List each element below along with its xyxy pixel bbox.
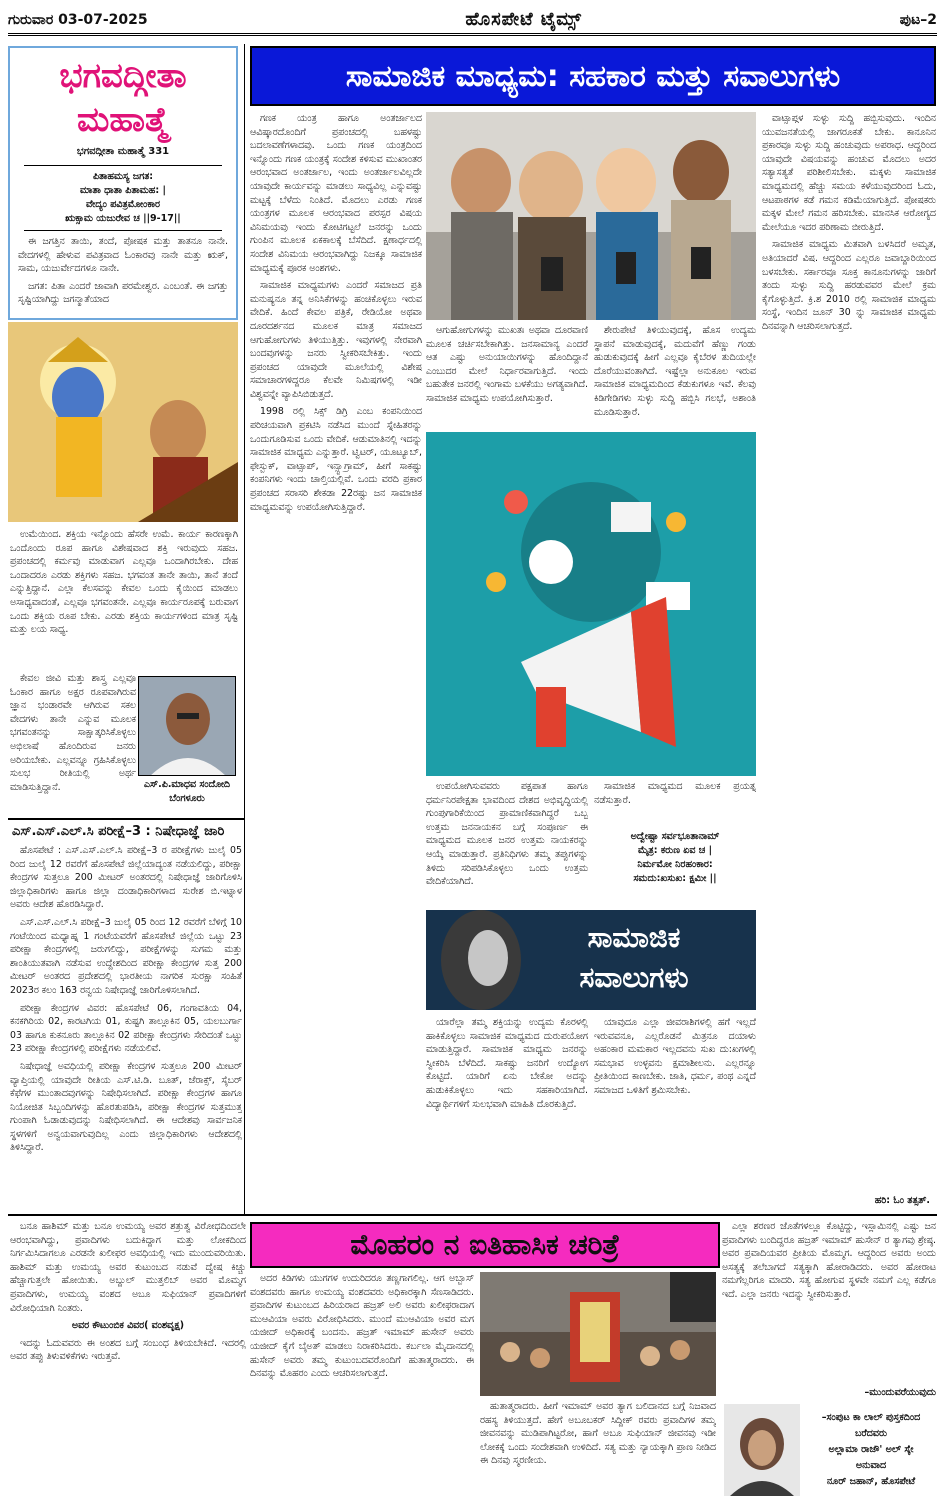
muharram-headline [250, 1222, 720, 1268]
caption-line: ಬರೆದವರು [854, 1428, 888, 1439]
muharram-col-3 [480, 1400, 716, 1496]
social-para: ಆಗುಹೋಗುಗಳನ್ನು ಮುಖತಃ ಅಥವಾ ದೂರವಾಣಿ ಮೂಲಕ ಚರ್ಚಿಸಬೇಕಾಗಿತ್ತು. ಜನಸಾಮಾನ್ಯ ಎಂದರೆ ಆತ ಎಷ್ಟು ಅನುಯಾಯಿಗಳನ್ನು ಹೊಂದಿದ್ದಾನೆ ಎಂಬುದರ ಮೇಲೆ ನಿರ್ಧಾರವಾಗುತ್ತಿದೆ. ಇಂದು ಬಹುತೇಕ ಜನರಲ್ಲಿ ಇಂಗಾಮ ಬಳಕೆಯು ಅಗತ್ಯವಾಗಿದೆ. ಸಾಮಾಜಿಕ ಮಾಧ್ಯಮ ಉಪಯೋಗಿಸುತ್ತಾರೆ. [426, 325, 588, 404]
social-col-3b [594, 780, 756, 820]
author-name: ಎಸ್.ಪಿ.ಮಾಧವ ಸಂದೋದಿ [143, 779, 231, 790]
gita-continued-2 [10, 672, 136, 812]
social-headline [250, 46, 936, 106]
social-para: ಗಣಕ ಯಂತ್ರ ಹಾಗೂ ಅಂತರ್ಜಾಲದ ಆವಿಷ್ಕಾರದೊಂದಿಗೆ ಪ್ರಪಂಚದಲ್ಲಿ ಬಹಳಷ್ಟು ಬದಲಾವಣೆಗಳಾದವು. ಒಂದು ಗಣಕ ಯಂತ್ರದಿಂದ ಇನ್ನೊಂದು ಗಣಕ ಯಂತ್ರಕ್ಕೆ ಸಂದೇಶ ಕಳಿಸುವ ಮುಖಾಂತರ ಆರಂಭವಾದ ಅಂತರ್ಜಾಲ, ಇಂದು ಅಂತರ್ಜಾಲವಿಲ್ಲದೇ ಯಾವುದೇ ಕಾರ್ಯವನ್ನು ಮಾಡಲು ಸಾಧ್ಯವಿಲ್ಲ ಎನ್ನುವಷ್ಟು ಮಟ್ಟಕ್ಕೆ ಬೆಳೆದು ನಿಂತಿದೆ. ಮೊದಲು ಎರಡು ಗಣಕ ಯಂತ್ರಗಳ ಮೂಲಕ ಆರಂಭವಾದ ಪರಸ್ಪರ ವಿಷಯ ವಿನಿಮಯವು ಇಂದು ಕೋಟಿಗಟ್ಟಲೆ ಜನರನ್ನು ಒಂದು ಗುಂಪಿನ ಮೂಲಕ ಏಕಕಾಲಕ್ಕೆ ಬೆಸೆದಿದೆ. ಕ್ಷಣಾರ್ಧದಲ್ಲಿ ಸಂದೇಶ ವಿನಿಮಯ ಆರಂಭವಾಗಿದ್ದು ನಿಜಕ್ಕೂ ಸಾಮಾಜಿಕ ಮಾಧ್ಯಮಕ್ಕೆ ಪೂರಕ ಅಂಶಗಳು. [250, 113, 422, 274]
social-media-infographic [426, 432, 756, 776]
sslc-headline: ಎಸ್.ಎಸ್.ಎಲ್.ಸಿ ಪರೀಕ್ಷೆ–3 : ನಿಷೇಧಾಜ್ಞೆ ಜಾರಿ [12, 824, 240, 839]
gita-verse [24, 165, 222, 231]
author-caption [138, 778, 236, 806]
social-para: ಯಾರೆಲ್ಲಾ ತಮ್ಮ ಶಕ್ತಿಯನ್ನು ಉದ್ಯಮ ಕೊರಳಲ್ಲಿ ಹಾಕಿಕೊಳ್ಳಲು ಸಾಮಾಜಿಕ ಮಾಧ್ಯಮದ ದುರುಪಯೋಗ ಮಾಡುತ್ತಿದ್ದಾರೆ. ಸಾಮಾಜಿಕ ಮಾಧ್ಯಮ ಜನರನ್ನು ಸ್ವೀಕರಿಸಿ ಬೆಳೆದಿದೆ. ಸಾಕಷ್ಟು ಜನರಿಗೆ ಉದ್ಯೋಗ ಕೊಟ್ಟಿದೆ. ಯಾರಿಗೆ ಏನು ಬೇಕೋ ಅದನ್ನು ಹುಡುಕಿಕೊಳ್ಳಲು ಇದು ಸಹಕಾರಿಯಾಗಿದೆ. ವಿದ್ಯಾರ್ಥಿಗಳಿಗೆ ಸುಲಭವಾಗಿ ಮಾಹಿತಿ ದೊರಕುತ್ತಿದೆ. [426, 1017, 588, 1110]
quote-line: ಅದ್ವೇಷ್ಟಾ ಸರ್ವಭೂತಾನಾಮ್ [630, 831, 720, 842]
quote-line: ಮೈತ್ರ: ಕರುಣ ಏವ ಚ | [637, 845, 713, 856]
challenges-line1: ಸಾಮಾಜಿಕ [587, 921, 681, 954]
gita-quote [594, 830, 756, 886]
social-para: ವಾಟ್ಸಾಪ್ಗಳ ಸುಳ್ಳು ಸುದ್ದಿ ಹಬ್ಬಿಸುವುದು. ಇಂದಿನ ಯುವಜನತೆಯಲ್ಲಿ ಜಾಗರೂಕತೆ ಬೇಕು. ಕಾನೂನಿನ ಪ್ರಕಾರವೂ ಸುಳ್ಳು ಸುದ್ದಿ ಹಂಚುವುದು ಅಪರಾಧ. ಆದ್ದರಿಂದ ಯಾವುದೇ ವಿಷಯವನ್ನು ಹಂಚುವ ಮೊದಲು ಅದರ ಸತ್ಯಾಸತ್ಯತೆ ಪರಿಶೀಲಿಸಬೇಕು. ಮಕ್ಕಳು ಸಾಮಾಜಿಕ ಮಾಧ್ಯಮದಲ್ಲಿ ಹೆಚ್ಚು ಸಮಯ ಕಳೆಯುವುದರಿಂದ ಓದು, ಆಟಪಾಠಗಳ ಕಡೆ ಗಮನ ಕಡಿಮೆಯಾಗುತ್ತಿದೆ. ಪೋಷಕರು ಮಕ್ಕಳ ಮೇಲೆ ಗಮನ ಹರಿಸಬೇಕು. ಮಾನಸಿಕ ಆರೋಗ್ಯದ ಮೇಲೆಯೂ ಇದರ ಪರಿಣಾಮ ಬೀರುತ್ತಿದೆ. [762, 113, 936, 233]
verse-line: ವೇದ್ಯಂ ಪವಿತ್ರಮೋಂಕಾರ [86, 199, 160, 210]
page-number: ಪುಟ–2 [899, 11, 937, 28]
children-with-phones-illustration [426, 112, 756, 320]
divider [8, 818, 244, 820]
social-col-2c [426, 1016, 588, 1196]
issue-date: ಗುರುವಾರ 03-07-2025 [8, 11, 148, 28]
social-col-4 [762, 112, 936, 1186]
social-para: ಯಾವುದೂ ಎಲ್ಲಾ ಜೀವರಾಶಿಗಳಲ್ಲಿ ಹಗೆ ಇಲ್ಲದೆ ಇರುವವನೂ, ಎಲ್ಲರೊಡನೆ ಮಿತ್ರನೂ ದಯಾಳು ಅಹಂಕಾರ ಮಮಕಾರ ಇಲ್ಲದವನು ಸುಖ ದು:ಖಗಳಲ್ಲಿ ಸಮಭಾವ ಉಳ್ಳವನು ಕ್ಷಮಾಶೀಲನು. ಎಲ್ಲರನ್ನೂ ಪ್ರೀತಿಯಿಂದ ಕಾಣಬೇಕು. ಜಾತಿ, ಧರ್ಮ, ಪಂಥ ಎನ್ನದೆ ಸಮಾಜದ ಒಳಿತಿಗೆ ಶ್ರಮಿಸಬೇಕು. [594, 1017, 756, 1096]
muharram-para: ಬನೂ ಹಾಶಿಮ್ ಮತ್ತು ಬನೂ ಉಮಯ್ಯ ಅವರ ಶತ್ರುತ್ವ ವಿರೋಧದಿಂದಲೇ ಆರಂಭವಾಗಿದ್ದು, ಪ್ರವಾದಿಗಳು ಬದುಕಿದ್ದಾಗ ಮತ್ತು ಲೋಕದಿಂದ ನಿರ್ಗಮಿಸಿದಾಗಲೂ ಎರಡನೇ ಖಲೀಫರ ಅವಧಿಯಲ್ಲಿ ಇದು ಮುಂದುವರಿಯಿತು. ಹಾಶಿಮ್ ಮತ್ತು ಉಮಯ್ಯ ಅವರ ಕುಟುಂಬದ ನಡುವೆ ದ್ವೇಷ ಕಿಚ್ಚು ಹೆಚ್ಚಾಗುತ್ತಲೇ ಹೋಯಿತು. ಅಬ್ದುಲ್ ಮುತ್ತಲಿಬ್ ಅವರ ಮೊಮ್ಮಗ ಪ್ರವಾದಿಗಳು, ಉಮಯ್ಯ ವಂಶದ ಅಬೂ ಸುಫಿಯಾನ್ ಪ್ರವಾದಿಗಳಿಗೆ ವಿರೋಧಿಯಾಗಿ ನಿಂತರು. [10, 1221, 246, 1314]
children-phones-image [426, 112, 756, 320]
social-col-3c [594, 1016, 756, 1184]
muharram-continued: –ಮುಂದುವರೆಯುವುದು [864, 1387, 936, 1398]
translator-photo [724, 1404, 800, 1496]
column-divider [244, 44, 245, 1214]
author-place: ಬೆಂಗಳೂರು [169, 793, 205, 804]
caption-line: –ಸಂಪುಟ ಕಾ ಲಾಲ್ ಪುಸ್ತಕದಿಂದ [821, 1412, 921, 1423]
caption-line: ಅನುವಾದ [855, 1460, 887, 1471]
megaphone-icons-illustration [426, 432, 756, 776]
social-para: ಉಪಯೋಗಿಸುವವರು ಪಕ್ಷಪಾತ ಹಾಗೂ ಧರ್ಮನಿರಪೇಕ್ಷತಾ ಭಾವದಿಂದ ದೇಶದ ಅಭಿವೃದ್ಧಿಯಲ್ಲಿ ಗುಂಪುಗಾರಿಕೆಯಿಂದ ಪ್ರಾಮಾಣಿಕವಾಗಿದ್ದರೆ ಒಬ್ಬ ಉತ್ತಮ ಜನನಾಯಕನ ಬಗ್ಗೆ ಸಂಪೂರ್ಣ ಈ ಮಾಧ್ಯಮದ ಮೂಲಕ ಜನರ ಉತ್ತಮ ನಾಯಕರನ್ನು ಆಯ್ಕೆ ಮಾಡುತ್ತಾರೆ. ಪ್ರತಿನಿಧಿಗಳು ತಮ್ಮ ತಪ್ಪುಗಳನ್ನು ತಿಳಿದು ಸರಿಪಡಿಸಿಕೊಳ್ಳಲು ಒಂದು ಉತ್ತಮ ವೇದಿಕೆಯಾಗಿದೆ. [426, 781, 588, 888]
muharram-para: ಹುತಾತ್ಮರಾದರು. ಹೀಗೆ ಇಮಾಮ್ ಅವರ ತ್ಯಾಗ ಬಲಿದಾನದ ಬಗ್ಗೆ ನಿಜವಾದ ರಹಸ್ಯ ತಿಳಿಯುತ್ತದೆ. ಹೇಗೆ ಅಬೂಬಕರ್ ಸಿದ್ದೀಕ್ ರವರು ಪ್ರವಾದಿಗಳ ತಮ್ಮ ಜೀವನವನ್ನು ಮುಡಿಪಾಗಿಟ್ಟರೋ, ಹಾಗೆ ಅಬೂ ಸುಫಿಯಾನ್ ಜೀವನವು ಇಡೀ ಲೋಕಕ್ಕೆ ಒಂದು ಸಂದೇಶವಾಗಿ ಉಳಿದಿದೆ. ಸತ್ಯ ಮತ್ತು ನ್ಯಾಯಕ್ಕಾಗಿ ಪ್ರಾಣ ನೀಡಿದ ಈ ದಿನವು ಸ್ಮರಣೀಯ. [480, 1401, 716, 1467]
challenges-line2: ಸವಾಲುಗಳು [579, 961, 689, 994]
gita-number: ಭಗವದ್ಗೀತಾ ಮಹಾತ್ಮೆ 331 [76, 146, 170, 157]
social-headline-text: ಸಾಮಾಜಿಕ ಮಾಧ್ಯಮ: ಸಹಕಾರ ಮತ್ತು ಸವಾಲುಗಳು [345, 58, 841, 94]
paper-name: ಹೊಸಪೇಟೆ ಟೈಮ್ಸ್ [465, 9, 582, 30]
gita-title-line2: ಮಹಾತ್ಮೆ [77, 100, 169, 140]
muharram-para: ಇದನ್ನು ಓದುವವರು ಈ ಅಂಶದ ಬಗ್ಗೆ ಸಂಬಂಧ ತಿಳಿಯಬೇಕಿದೆ. ಇದರಲ್ಲಿ ಅವರ ತಪ್ಪು ತಿಳುವಳಿಕೆಗಳು ಇರುತ್ತವೆ. [10, 1337, 246, 1363]
sslc-para: ಎಸ್.ಎಸ್.ಎಲ್.ಸಿ ಪರೀಕ್ಷೆ–3 ಜುಲೈ 05 ರಿಂದ 12 ರವರೆಗೆ ಬೆಳಿಗ್ಗೆ 10 ಗಂಟೆಯಿಂದ ಮಧ್ಯಾಹ್ನ 1 ಗಂಟೆಯವರೆಗೆ ಹೊಸಪೇಟೆ ಜಿಲ್ಲೆಯ ಒಟ್ಟು 23 ಪರೀಕ್ಷಾ ಕೇಂದ್ರಗಳಲ್ಲಿ ಜರುಗಲಿದ್ದು, ಪರೀಕ್ಷೆಗಳನ್ನು ಸುಗಮ ಮತ್ತು ಶಾಂತಿಯುತವಾಗಿ ನಡೆಸುವ ಉದ್ದೇಶದಿಂದ ಪರೀಕ್ಷಾ ಕೇಂದ್ರಗಳ ಸುತ್ತ 200 ಮೀಟರ್ ಅಂತರದ ಪ್ರದೇಶದಲ್ಲಿ ಭಾರತೀಯ ನಾಗರಿಕ ಸುರಕ್ಷಾ ಸಂಹಿತೆ 2023ರ ಕಲಂ 163 ರನ್ವಯ ನಿಷೇಧಾಜ್ಞೆ ಜಾರಿಗೊಳಿಸಲಾಗಿದೆ. [10, 916, 242, 996]
gita-title-line1: ಭಗವದ್ಗೀತಾ [59, 56, 187, 96]
section-divider [8, 1214, 937, 1216]
caption-line: ಅಲ್ಲಾಮಾ ರಾಜೌ' ಅಲ್ ಸ್ಕೇ [828, 1444, 914, 1455]
gita-title [10, 48, 236, 142]
social-sign: ಹರಿ: ಓಂ ತತ್ಸತ್. [874, 1195, 930, 1206]
social-para: ಶೇರುಪೇಟೆ ತಿಳಿಯುವುದಕ್ಕೆ, ಹೊಸ ಉದ್ಯಮ ಸ್ಥಾಪನೆ ಮಾಡುವುದಕ್ಕೆ, ಮದುವೆಗೆ ಹೆಣ್ಣು ಗಂಡು ಹುಡುಕುವುದಕ್ಕೆ ಹೀಗೆ ಎಲ್ಲವೂ ಕೈಬೆರಳ ತುದಿಯಲ್ಲೇ ದೊರೆಯುವಂತಾಗಿದೆ. ಇಷ್ಟೆಲ್ಲಾ ಅನುಕೂಲ ಇರುವ ಸಾಮಾಜಿಕ ಮಾಧ್ಯಮದಿಂದ ಕೆಡುಕುಗಳೂ ಇವೆ. ಕೆಲವು ಕಿಡಿಗೇಡಿಗಳು ಸುಳ್ಳು ಸುದ್ದಿ ಹಬ್ಬಿಸಿ ಗಲಭೆ, ಅಶಾಂತಿ ಮೂಡಿಸುತ್ತಾರೆ. [594, 325, 756, 418]
muharram-para: ಎಲ್ಲಾ ಶರಣರ ಜೊತೆಗಳಲ್ಲೂ ಕೊಟ್ಟಿದ್ದು, ಇಸ್ಲಾಮಿನಲ್ಲಿ ಎಷ್ಟು ಜನ ಪ್ರವಾದಿಗಳು ಬಂದಿದ್ದರೂ ಹಜ್ರತ್ ಇಮಾಮ್ ಹುಸೇನ್ ರ ತ್ಯಾಗವು ಶ್ರೇಷ್ಠ. ಅವರ ಪ್ರವಾದಿಯವರ ಪ್ರೀತಿಯ ಮೊಮ್ಮಗ. ಆದ್ದರಿಂದ ಅವರು ಅಂದು ಅಸತ್ಯಕ್ಕೆ ತಲೆಬಾಗದೆ ಸತ್ಯಕ್ಕಾಗಿ ಹೋರಾಡಿದರು. ಅವರ ಹೋರಾಟ ನಮಗೆಲ್ಲರಿಗೂ ಮಾದರಿ. ಸತ್ಯ ಹೋಗುವ ಸ್ಥಳವೇ ನಮಗೆ ಎಲ್ಲ ಕಡೆಗೂ ಇದೆ. ಎಲ್ಲಾ ಜನರು ಇದನ್ನು ಸ್ವೀಕರಿಸುತ್ತಾರೆ. [722, 1221, 936, 1300]
muharram-col-2 [250, 1272, 474, 1494]
procession-illustration [480, 1272, 716, 1396]
muharram-procession-image [480, 1272, 716, 1396]
social-col-2b [426, 780, 588, 906]
social-para: 1998 ರಲ್ಲಿ ಸಿಕ್ಸ್ ಡಿಗ್ರಿ ಎಂಬ ಕಂಪನಿಯಿಂದ ಪರಿಚಯವಾಗಿ ಪ್ರಕಟಿಸಿ ನಡೆಸಿದ ಮುಂದೆ ಸ್ನೇಹಿತರನ್ನು ಒಂದುಗೂಡಿಸುವ ಒಂದು ವೇದಿಕೆ. ಆಡುಮಾತಿನಲ್ಲಿ ಇದನ್ನು ಸಾಮಾಜಿಕ ಮಾಧ್ಯಮ ಎನ್ನುತ್ತಾರೆ. ಟ್ವಿಟರ್, ಯೂಟ್ಯೂಬ್, ಫೇಸ್ಬುಕ್, ವಾಟ್ಸಾಪ್, ಇನ್ಸ್ಟಾಗ್ರಾಮ್, ಹೀಗೆ ಸಾಕಷ್ಟು ಕಂಪನಿಗಳು ಇಂದು ಚಾಲ್ತಿಯಲ್ಲಿವೆ. ಒಂದು ವರದಿ ಪ್ರಕಾರ ಪ್ರಪಂಚದ ಸರಾಸರಿ ಶೇಕಡಾ 22ರಷ್ಟು ಜನ ಸಾಮಾಜಿಕ ಮಾಧ್ಯಮವನ್ನು ಉಪಯೋಗಿಸುತ್ತಿದ್ದಾರೆ. [250, 406, 422, 513]
social-challenges-image [426, 910, 756, 1010]
muharram-para: ಅದರ ಕಿಡಿಗಳು ಯುಗಗಳ ಉದುರಿದರೂ ತಣ್ಣಗಾಗಲಿಲ್ಲ. ಆಗ ಅಬ್ಬಾಸ್ ವಂಶದವರು ಹಾಗೂ ಉಮಯ್ಯ ವಂಶದವರು ಅಧಿಕಾರಕ್ಕಾಗಿ ಸೆಣಸಾಡಿದರು. ಪ್ರವಾದಿಗಳ ಕುಟುಂಬದ ಹಿರಿಯರಾದ ಹಜ್ರತ್ ಅಲಿ ಅವರು ಖಲೀಫರಾದಾಗ ಮುಆವಿಯಾ ಅವರು ವಿರೋಧಿಸಿದರು. ಮುಂದೆ ಮುಆವಿಯಾ ಅವರ ಮಗ ಯಜೀದ್ ಅಧಿಕಾರಕ್ಕೆ ಬಂದನು. ಹಜ್ರತ್ ಇಮಾಮ್ ಹುಸೇನ್ ಅವರು ಯಜೀದ್ ಕೈಗೆ ಬೈಅತ್ ಮಾಡಲು ನಿರಾಕರಿಸಿದರು. ಕರ್ಬಲಾ ಮೈದಾನದಲ್ಲಿ ಹುಸೇನ್ ಅವರು ತಮ್ಮ ಕುಟುಂಬದವರೊಂದಿಗೆ ಹುತಾತ್ಮರಾದರು. ಈ ದಿನವನ್ನು ಮೊಹರಂ ಎಂದು ಆಚರಿಸಲಾಗುತ್ತದೆ. [250, 1273, 474, 1380]
verse-line: ಪಿತಾಹಮಸ್ಯ ಜಗತ: [92, 171, 154, 182]
gita-para: ಕೇವಲ ಜೀವಿ ಮತ್ತು ಶಾಸ್ತ್ರ ಎಲ್ಲವೂ ಓಂಕಾರ ಹಾಗೂ ಅಕ್ಷರ ರೂಪವಾಗಿರುವ ಜ್ಞಾನ ಭಂಡಾರವೇ ಆಗಿರುವ ಸಕಲ ವೇದಗಳು ತಾನೇ ಎನ್ನುವ ಮೂಲಕ ಭಗವಂತನನ್ನು ಸಾಕ್ಷಾತ್ಕರಿಸಿಕೊಳ್ಳಲು ಅಭಿಲಾಷೆ ಹೊಂದಿರುವ ಜನರು ಅರಿಯಬೇಕು. ಎಲ್ಲವನ್ನೂ ಗ್ರಹಿಸಿಕೊಳ್ಳಲು ಸುಲಭ ರೀತಿಯಲ್ಲಿ ಅರ್ಥ ಮಾಡಿಸುತ್ತಿದ್ದಾನೆ. [10, 673, 136, 793]
sslc-article [10, 844, 242, 1210]
muharram-headline-text: ಮೊಹರಂ ನ ಐತಿಹಾಸಿಕ ಚರಿತ್ರೆ [350, 1228, 620, 1261]
gita-text [10, 231, 236, 319]
caption-line: ನೂರ್ ಜಹಾನ್, ಹೊಸಪೇಟೆ [826, 1476, 916, 1487]
krishna-arjuna-illustration [8, 322, 238, 522]
social-col-2 [426, 324, 588, 428]
gita-continued [10, 528, 238, 672]
masthead [8, 6, 937, 36]
quote-line: ನಿರ್ಮಮೋ ನಿರಹಂಕಾರ: [637, 859, 713, 870]
gita-para: ಈ ಜಗತ್ತಿನ ತಾಯಿ, ತಂದೆ, ಪೋಷಕ ಮತ್ತು ತಾತನೂ ನಾನೇ. ವೇದಗಳಲ್ಲಿ ಹೇಳುವ ಪವಿತ್ರವಾದ ಓಂಕಾರವು ನಾನೇ ಮತ್ತು ಋಕ್, ಸಾಮ, ಯಜುರ್ವೇದಗಳೂ ನಾನೇ. [18, 236, 228, 275]
gita-box [8, 46, 238, 320]
muharram-col-4 [722, 1220, 936, 1396]
verse-line: ಮಾತಾ ಧಾತಾ ಪಿತಾಮಹ: | [80, 185, 166, 196]
quote-line: ಸಮದು:ಖಸುಖ: ಕ್ಷಮೀ || [633, 873, 717, 884]
muharram-col-1 [10, 1220, 246, 1448]
social-para: ಸಾಮಾಜಿಕ ಮಾಧ್ಯಮಗಳು ಎಂದರೆ ಸಮಾಜದ ಪ್ರತಿ ಮನುಷ್ಯನೂ ತನ್ನ ಅನಿಸಿಕೆಗಳನ್ನು ಹಂಚಿಕೊಳ್ಳಲು ಇರುವ ವೇದಿಕೆ. ಹಿಂದೆ ಕೇವಲ ಪತ್ರಿಕೆ, ರೇಡಿಯೋ ಅಥವಾ ದೂರದರ್ಶನದ ಮೂಲಕ ಮಾತ್ರ ಸಮಾಜದ ಆಗುಹೋಗುಗಳು ತಿಳಿಯುತ್ತಿತ್ತು. ಇವುಗಳಲ್ಲಿ ನೇರವಾಗಿ ಬಂದವುಗಳನ್ನು ಜನರು ಸ್ವೀಕರಿಸಬೇಕಿತ್ತು. ಇಂದು ಪ್ರಪಂಚದ ಯಾವುದೇ ಮೂಲೆಯಲ್ಲಿ ವಿಶೇಷ ಸಮಾಚಾರಗಳಿದ್ದರೂ ಕೆಲವೇ ನಿಮಿಷಗಳಲ್ಲಿ ಇಡೀ ವಿಶ್ವವನ್ನೇ ವ್ಯಾಪಿಸಿಬಿಡುತ್ತದೆ. [250, 280, 422, 400]
sslc-para: ಪರೀಕ್ಷಾ ಕೇಂದ್ರಗಳ ವಿವರ: ಹೊಸಪೇಟೆ 06, ಗಂಗಾವತಿಯ 04, ಕನಕಗಿರಿಯ 02, ಕಾರಟಗಿಯ 01, ಕುಷ್ಟಗಿ ತಾಲ್ಲೂಕಿನ 05, ಯಲಬುರ್ಗಾ 03 ಹಾಗೂ ಕುಕನೂರು ತಾಲ್ಲೂಕಿನ 02 ಪರೀಕ್ಷಾ ಕೇಂದ್ರಗಳು ಸೇರಿದಂತೆ ಒಟ್ಟು 23 ಪರೀಕ್ಷಾ ಕೇಂದ್ರಗಳಲ್ಲಿ ಪರೀಕ್ಷೆಗಳು ನಡೆಯಲಿವೆ. [10, 1002, 242, 1055]
sslc-para: ನಿಷೇಧಾಜ್ಞೆ ಅವಧಿಯಲ್ಲಿ ಪರೀಕ್ಷಾ ಕೇಂದ್ರಗಳ ಸುತ್ತಲೂ 200 ಮೀಟರ್ ವ್ಯಾಪ್ತಿಯಲ್ಲಿ ಯಾವುದೇ ರೀತಿಯ ಎಸ್.ಟಿ.ಡಿ. ಬೂತ್, ಜೆರಾಕ್ಸ್, ಸೈಬರ್ ಕೆಫೆಗಳ ಮುಂತಾದವುಗಳನ್ನು ನಿಷೇಧಿಸಲಾಗಿದೆ. ಪರೀಕ್ಷಾ ಕೇಂದ್ರಗಳ ಹಾಗೂ ನಿಯೋಜಿತ ಸಿಬ್ಬಂದಿಗಳನ್ನು ಹೊರತುಪಡಿಸಿ, ಪರೀಕ್ಷಾ ಕೇಂದ್ರಗಳ ಸುತ್ತಮುತ್ತ ಗುಂಪಾಗಿ ಓಡಾಡುವುದನ್ನು ನಿಷೇಧಿಸಲಾಗಿದೆ. ಈ ಆದೇಶವು ಸಾರ್ವಜನಿಕ ಸ್ಥಳಗಳಿಗೆ ಅನ್ವಯವಾಗುವುದಿಲ್ಲ ಎಂದು ಜಿಲ್ಲಾಧಿಕಾರಿಗಳು ಆದೇಶದಲ್ಲಿ ತಿಳಿಸಿದ್ದಾರೆ. [10, 1060, 242, 1154]
gita-para: ಉಮೆಯಿಂದ. ಶಕ್ತಿಯ ಇನ್ನೊಂದು ಹೆಸರೇ ಉಮೆ. ಕಾರ್ಯ ಕಾರಣಕ್ಕಾಗಿ ಒಂದೊಂದು ರೂಪ ಹಾಗೂ ವಿಶೇಷವಾದ ಶಕ್ತಿ ಇರುವುದು ಸಹಜ. ಪ್ರಪಂಚದಲ್ಲಿ ಕರ್ಮವು ಮಾಡುವಾಗ ಎಲ್ಲವೂ ಒಂದಾಗಿರಬೇಕು. ದೇಹ ಒಂದಾದರೂ ಎರಡು ಶಕ್ತಿಗಳು ಸಹಜ. ಭಗವಂತ ತಾನೇ ತಾಯಿ, ತಾನೆ ತಂದೆ ಎನ್ನುತ್ತಿದ್ದಾನೆ. ಎಲ್ಲಾ ಕೆಲಸವನ್ನು ಕೇವಲ ಒಂದು ಕೈಯಿಂದ ಮಾಡಲು ಅಸಾಧ್ಯವಾದಂತೆ, ಎಲ್ಲವೂ ಭಗವಂತನೇ. ಎಲ್ಲವೂ ಕಾರ್ಯರೂಪಕ್ಕೆ ಬರುವಾಗ ಒಂದು ಶಕ್ತಿಯ ರೂಪ ಬೇಕು. ಎರಡು ಶಕ್ತಿಯ ಕಾರ್ಯಗಳಿಂದ ಮಾತ್ರ ಸೃಷ್ಟಿ ಮತ್ತು ಲಯ ಸಾಧ್ಯ. [10, 529, 238, 636]
verse-line: ಋಕ್ಸಾಮ ಯಜುರೇವ ಚ ||9-17|| [65, 213, 181, 224]
muharram-author-caption [804, 1410, 938, 1490]
social-para: ಸಾಮಾಜಿಕ ಮಾಧ್ಯಮದ ಮೂಲಕ ಪ್ರಯತ್ನ ನಡೆಸುತ್ತಾರೆ. [594, 781, 756, 806]
social-col-1 [250, 112, 422, 1208]
family-tree-heading: ಅವರ ಕೌಟುಂಬಿಕ ವಿವರ( ವಂಶವೃಕ್ಷ) [71, 1320, 185, 1332]
sslc-para: ಹೊಸಪೇಟೆ : ಎಸ್.ಎಸ್.ಎಲ್.ಸಿ ಪರೀಕ್ಷೆ–3 ರ ಪರೀಕ್ಷೆಗಳು ಜುಲೈ 05 ರಿಂದ ಜುಲೈ 12 ರವರೆಗೆ ಹೊಸಪೇಟೆ ಜಿಲ್ಲೆಯಾದ್ಯಂತ ನಡೆಯಲಿದ್ದು, ಪರೀಕ್ಷಾ ಕೇಂದ್ರಗಳ ಸುತ್ತಲೂ 200 ಮೀಟರ್ ಅಂತರದಲ್ಲಿ ನಿಷೇಧಾಜ್ಞೆ ಜಾರಿಗೊಳಿಸಿ ಜಿಲ್ಲಾಧಿಕಾರಿಗಳು ಹಾಗೂ ಜಿಲ್ಲಾ ದಂಡಾಧಿಕಾರಿಗಳಾದ ಸುರೇಶ ಬಿ.ಇಟ್ನಾಳ ಅವರು ಆದೇಶ ಹೊರಡಿಸಿದ್ದಾರೆ. [10, 845, 242, 911]
gita-para: ಜಗತ: ಪಿತಾ ಎಂದರೆ ಜಾವಾಗಿ ಪರಮೇಶ್ವರ. ಎಂಬಂತೆ. ಈ ಜಗತ್ತು ಸೃಷ್ಟಿಯಾಗಿದ್ದು ಜಗನ್ಮಾತೆಯಾದ [18, 280, 228, 306]
challenges-text [516, 918, 752, 998]
translator-portrait [724, 1404, 800, 1496]
social-para: ಸಾಮಾಜಿಕ ಮಾಧ್ಯಮ ಮಿತವಾಗಿ ಬಳಸಿದರೆ ಅಮೃತ, ಅತಿಯಾದರೆ ವಿಷ. ಆದ್ದರಿಂದ ಎಲ್ಲರೂ ಜವಾಬ್ದಾರಿಯಿಂದ ಬಳಸಬೇಕು. ಸರ್ಕಾರವೂ ಸೂಕ್ತ ಕಾನೂನುಗಳನ್ನು ಜಾರಿಗೆ ತಂದು ಸುಳ್ಳು ಸುದ್ದಿ ಹರಡುವವರ ಮೇಲೆ ಕ್ರಮ ಕೈಗೊಳ್ಳುತ್ತಿದೆ. ಕ್ರಿ.ಶ 2010 ರಲ್ಲಿ ಸಾಮಾಜಿಕ ಮಾಧ್ಯಮ ಸಂಸ್ಥೆ, ಇಂದಿನ ಜೂನ್ 30 ನ್ನು ಸಾಮಾಜಿಕ ಮಾಧ್ಯಮ ದಿನವನ್ನಾಗಿ ಆಚರಿಸಲಾಗುತ್ತದೆ. [762, 239, 936, 332]
krishna-arjuna-image [8, 322, 238, 522]
author-photo [138, 676, 236, 776]
social-col-3 [594, 324, 756, 428]
author-portrait [139, 677, 236, 776]
